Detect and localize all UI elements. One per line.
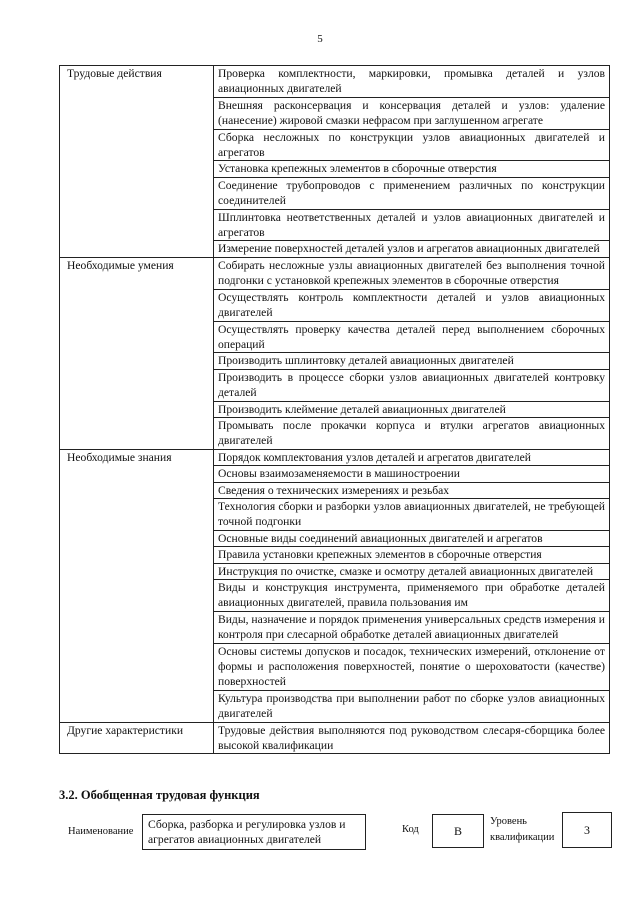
code-label: Код (402, 824, 419, 835)
row-item-text: Производить в процессе сборки узлов авиационных двигателей контровку деталей (214, 369, 610, 401)
name-value: Сборка, разборка и регулировка узлов и агрегатов авиационных двигателей (148, 818, 346, 846)
code-value: B (453, 824, 462, 838)
row-item-text: Культура производства при выполнении работ по сборке узлов авиационных двигателей (214, 690, 610, 722)
row-item-text: Установка крепежных элементов в сборочные отверстия (214, 161, 610, 177)
row-category-label: Необходимые знания (60, 449, 214, 722)
row-item-text: Собирать несложные узлы авиационных двигателей без выполнения точной подгонки с установкой крепежных элементов в сборочные отверстия (214, 257, 610, 289)
table-row (60, 257, 610, 289)
page-number: 5 (317, 33, 323, 45)
row-item-text: Основы системы допусков и посадок, технических измерений, отклонение от формы и расположения поверхностей, понятие о шероховатости (качестве) поверхностей (214, 643, 610, 690)
row-item-text: Основные виды соединений авиационных двигателей и агрегатов (214, 530, 610, 546)
row-item-text: Порядок комплектования узлов деталей и агрегатов двигателей (214, 449, 610, 465)
row-category-label: Другие характеристики (60, 722, 214, 754)
row-item-text: Сборка несложных по конструкции узлов авиационных двигателей и агрегатов (214, 129, 610, 161)
row-item-text: Инструкция по очистке, смазке и осмотру деталей авиационных двигателей (214, 563, 610, 579)
row-item-text: Осуществлять проверку качества деталей перед выполнением сборочных операций (214, 321, 610, 353)
row-item-text: Производить шплинтовку деталей авиационных двигателей (214, 353, 610, 369)
table-row (60, 722, 610, 754)
labor-function-table (59, 65, 610, 754)
row-item-text: Шплинтовка неответственных деталей и узлов авиационных двигателей и агрегатов (214, 209, 610, 241)
row-item-text: Основы взаимозаменяемости в машиностроении (214, 466, 610, 482)
table-row (60, 449, 610, 465)
level-value: 3 (584, 823, 590, 837)
row-item-text: Технология сборки и разборки узлов авиационных двигателей, не требующей точной подгонки (214, 498, 610, 530)
row-item-text: Осуществлять контроль комплектности деталей и узлов авиационных двигателей (214, 289, 610, 321)
row-item-text: Внешняя расконсервация и консервация деталей и узлов: удаление (нанесение) жировой смазки нефрасом при заглушенном агрегате (214, 97, 610, 129)
row-category-label: Необходимые умения (60, 257, 214, 449)
row-item-text: Трудовые действия выполняются под руководством слесаря-сборщика более высокой квалификации (214, 722, 610, 754)
row-item-text: Промывать после прокачки корпуса и втулки агрегатов авиационных двигателей (214, 417, 610, 449)
row-item-text: Соединение трубопроводов с применением различных по конструкции соединителей (214, 177, 610, 209)
level-value-box (562, 812, 612, 848)
table-row (60, 66, 610, 98)
row-item-text: Виды и конструкция инструмента, применяемого при обработке деталей авиационных двигателей, правила пользования им (214, 580, 610, 612)
row-item-text: Производить клеймение деталей авиационных двигателей (214, 401, 610, 417)
row-item-text: Правила установки крепежных элементов в сборочные отверстия (214, 547, 610, 563)
name-value-box (142, 814, 366, 850)
row-item-text: Измерение поверхностей деталей узлов и агрегатов авиационных двигателей (214, 241, 610, 257)
row-item-text: Виды, назначение и порядок применения универсальных средств измерения и контроля при слесарной обработке деталей авиационных двигателей (214, 611, 610, 643)
row-category-label: Трудовые действия (60, 66, 214, 258)
row-item-text: Проверка комплектности, маркировки, промывка деталей и узлов авиационных двигателей (214, 66, 610, 98)
row-item-text: Сведения о технических измерениях и резьбах (214, 482, 610, 498)
section-heading: 3.2. Обобщенная трудовая функция (59, 788, 260, 802)
generalized-function-row (0, 812, 640, 852)
code-value-box (432, 814, 484, 848)
level-label: Уровень квалификации (490, 816, 555, 843)
name-label: Наименование (68, 826, 134, 837)
